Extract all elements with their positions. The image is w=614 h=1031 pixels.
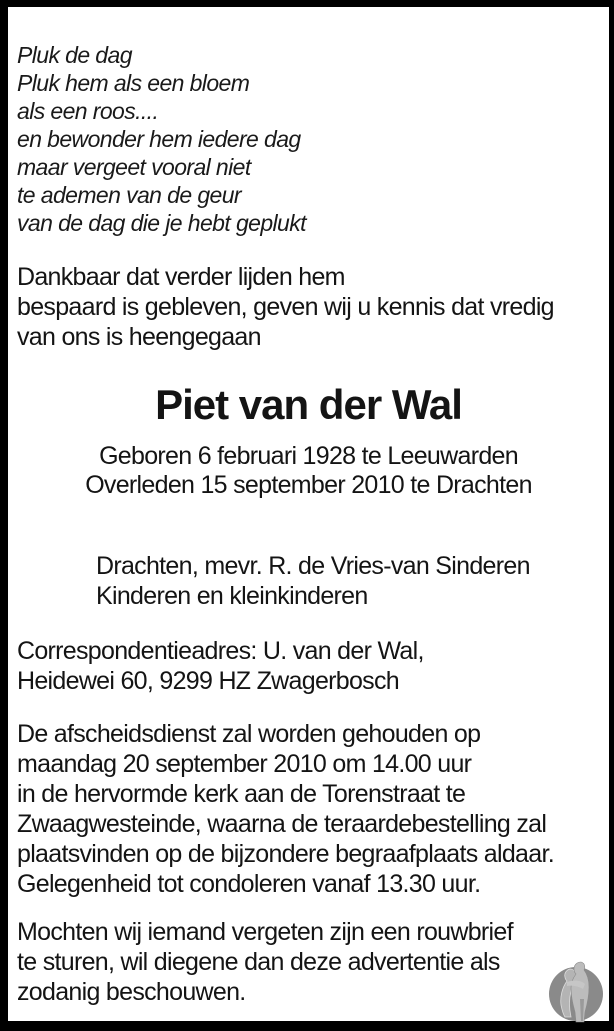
correspondence-address-block (17, 636, 601, 696)
death-line: Overleden 15 september 2010 te Drachten (85, 471, 532, 499)
announcement-line: bespaard is gebleven, geven wij u kennis dat vredig (17, 293, 554, 321)
closing-note-block (17, 917, 601, 1007)
service-line: maandag 20 september 2010 om 14.00 uur (17, 750, 472, 778)
poem-line: en bewonder hem iedere dag (17, 126, 301, 152)
service-line: plaatsvinden op de bijzondere begraafplaats aldaar. (17, 840, 554, 868)
poem-line: maar vergeet vooral niet (17, 154, 251, 180)
correspondence-line: Heidewei 60, 9299 HZ Zwagerbosch (17, 667, 399, 695)
announcement-block (17, 262, 601, 352)
closing-line: te sturen, wil diegene dan deze advertentie als (17, 948, 500, 976)
announcement-line: Dankbaar dat verder lijden hem (17, 263, 345, 291)
service-line: Gelegenheid tot condoleren vanaf 13.30 uur. (17, 870, 481, 898)
deceased-name: Piet van der Wal (155, 381, 462, 428)
service-line: Zwaagwesteinde, waarna de teraardebestelling zal (17, 810, 547, 838)
birth-line: Geboren 6 februari 1928 te Leeuwarden (99, 442, 518, 470)
funeral-service-block (17, 719, 601, 899)
poem-line: Pluk de dag (17, 42, 132, 68)
poem-block (17, 41, 601, 237)
closing-line: zodanig beschouwen. (17, 978, 246, 1006)
service-line: in de hervormde kerk aan de Torenstraat te (17, 780, 466, 808)
service-line: De afscheidsdienst zal worden gehouden op (17, 720, 481, 748)
memorial-embracing-figures-icon (545, 959, 607, 1025)
poem-line: van de dag die je hebt geplukt (17, 210, 306, 236)
closing-line: Mochten wij iemand vergeten zijn een rouwbrief (17, 918, 513, 946)
family-line: Drachten, mevr. R. de Vries-van Sinderen (96, 552, 530, 580)
correspondence-line: Correspondentieadres: U. van der Wal, (17, 637, 424, 665)
surviving-family-block (96, 551, 601, 611)
obituary-page (8, 7, 609, 1021)
birth-death-dates-block (8, 442, 609, 500)
poem-line: Pluk hem als een bloem (17, 70, 250, 96)
family-line: Kinderen en kleinkinderen (96, 582, 368, 610)
announcement-line: van ons is heengegaan (17, 323, 261, 351)
poem-line: te ademen van de geur (17, 182, 241, 208)
poem-line: als een roos.... (17, 98, 159, 124)
